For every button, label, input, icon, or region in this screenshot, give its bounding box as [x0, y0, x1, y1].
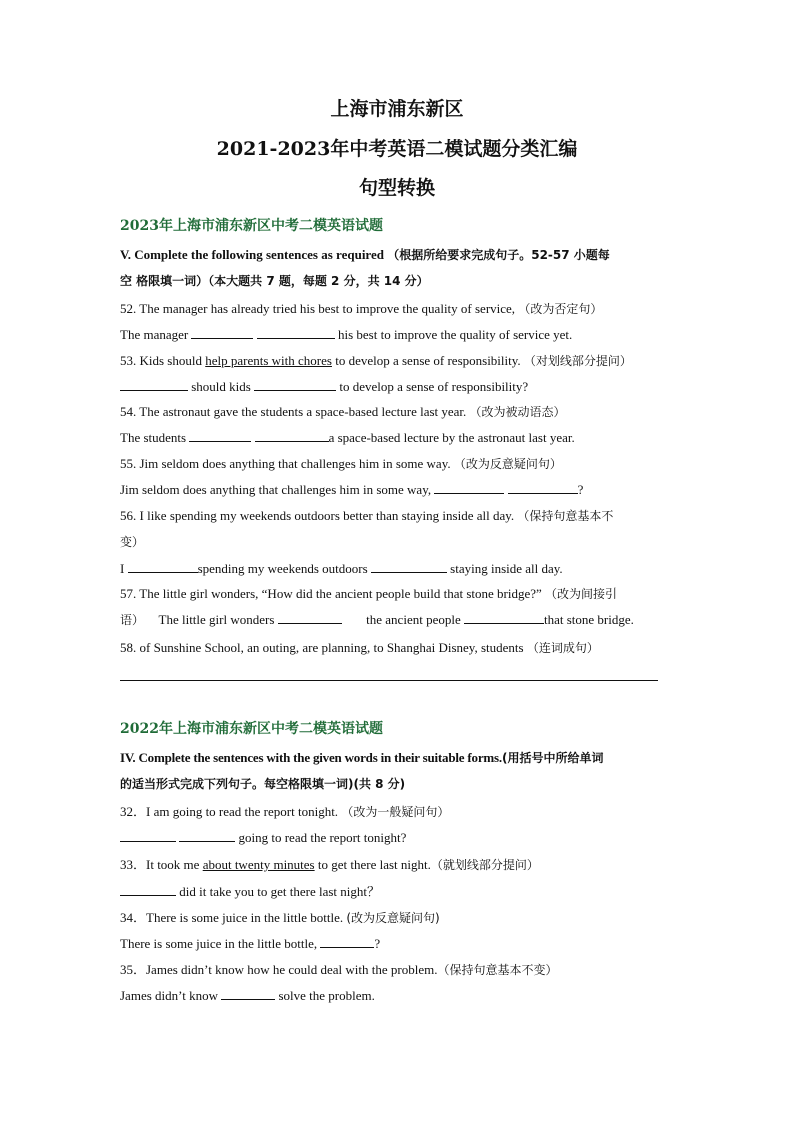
instruction-line-2 — [120, 775, 680, 793]
answer-32 — [120, 829, 680, 847]
requirement: (改为反意疑问句) — [346, 911, 440, 925]
answer-text: spending my weekends outdoors — [197, 561, 368, 576]
requirement: （改为间接引 — [545, 587, 618, 601]
answer-blank[interactable] — [120, 829, 176, 842]
requirement: （连词成句） — [526, 641, 599, 655]
question-text: 54. The astronaut gave the students a space-based lecture last year. — [120, 404, 467, 419]
answer-53 — [120, 378, 680, 396]
requirement: （对划线部分提问） — [523, 354, 632, 368]
answer-text: that stone bridge. — [543, 612, 634, 627]
answer-text: There is some juice in the little bottle, — [120, 936, 318, 951]
underlined-phrase: about twenty minutes — [202, 857, 315, 872]
question-text: 56. I like spending my weekends outdoors better than staying inside all day. — [120, 508, 515, 523]
underlined-phrase: help parents with chores — [205, 353, 332, 368]
answer-blank[interactable] — [320, 935, 374, 948]
answer-text: Jim seldom does anything that challenges him in some way, — [120, 482, 432, 497]
instruction-cn-2: 空 格限填一词）（本大题共 7 题，每题 2 分，共 14 分） — [120, 274, 429, 288]
answer-blank[interactable] — [189, 429, 251, 442]
answer-52 — [120, 326, 680, 344]
question-34 — [120, 909, 680, 927]
question-text: 35．James didn’t know how he could deal with the problem. — [120, 962, 438, 977]
answer-blank[interactable] — [434, 481, 504, 494]
doc-title-main: 2021-2023年中考英语二模试题分类汇编 — [216, 138, 578, 160]
instruction-line — [120, 246, 680, 264]
question-text: to get there last night. — [317, 857, 431, 872]
answer-text: a space-based lecture by the astronaut last year. — [328, 430, 575, 445]
answer-blank[interactable] — [278, 611, 342, 624]
answer-text: his best to improve the quality of service yet. — [337, 327, 573, 342]
instruction-cn-2: 的适当形式完成下列句子。每空格限填一词)(共 8 分) — [120, 777, 406, 791]
instruction-en: V. Complete the following sentences as required — [120, 247, 384, 262]
instruction-line — [120, 749, 680, 767]
answer-text: should kids — [191, 379, 251, 394]
answer-blank[interactable] — [128, 560, 198, 573]
answer-33 — [120, 883, 680, 901]
requirement: （保持句意基本不变） — [437, 963, 558, 977]
question-35 — [120, 961, 680, 979]
instruction-cn: （根据所给要求完成句子。52-57 小题每 — [387, 248, 610, 262]
question-text: 58. of Sunshine School, an outing, are planning, to Shanghai Disney, students — [120, 640, 524, 655]
answer-text: The manager — [120, 327, 189, 342]
answer-blank[interactable] — [120, 883, 176, 896]
answer-text: staying inside all day. — [450, 561, 563, 576]
requirement: （改为反意疑问句） — [453, 457, 562, 471]
answer-blank[interactable] — [371, 560, 447, 573]
answer-blank[interactable] — [221, 987, 275, 1000]
question-58 — [120, 639, 680, 657]
question-56-cont — [120, 533, 680, 551]
answer-line-58[interactable] — [120, 680, 658, 681]
requirement: （保持句意基本不 — [517, 509, 614, 523]
answer-text: the ancient people — [366, 612, 461, 627]
answer-blank[interactable] — [254, 378, 336, 391]
answer-text: to develop a sense of responsibility? — [339, 379, 529, 394]
answer-56 — [120, 560, 680, 578]
answer-blank[interactable] — [464, 611, 544, 624]
question-57 — [120, 585, 680, 603]
answer-54 — [120, 429, 680, 447]
question-53 — [120, 352, 680, 370]
answer-text: The little girl wonders — [158, 612, 275, 627]
question-text: 34．There is some juice in the little bottle. — [120, 910, 344, 925]
answer-55 — [120, 481, 680, 499]
answer-text: ? — [577, 482, 584, 497]
requirement: 语） — [120, 613, 145, 627]
answer-text: The students — [120, 430, 187, 445]
question-33 — [120, 856, 680, 874]
doc-title-topic: 句型转换 — [358, 177, 435, 199]
instruction-cn: (用括号中所给单词 — [501, 751, 604, 765]
section-heading-2023: 2023年上海市浦东新区中考二模英语试题 — [120, 218, 383, 234]
answer-35 — [120, 987, 680, 1005]
answer-blank[interactable] — [191, 326, 253, 339]
answer-text: solve the problem. — [278, 988, 375, 1003]
instruction-en: IV. Complete the sentences with the given words in their suitable forms. — [120, 750, 502, 765]
answer-text: going to read the report tonight? — [238, 830, 407, 845]
answer-text: James didn’t know — [120, 988, 218, 1003]
requirement: （改为一般疑问句） — [341, 805, 450, 819]
doc-title-region: 上海市浦东新区 — [330, 98, 464, 120]
question-text: to develop a sense of responsibility. — [335, 353, 521, 368]
question-56 — [120, 507, 680, 525]
instruction-line-2 — [120, 272, 680, 290]
question-32 — [120, 803, 680, 821]
question-55 — [120, 455, 680, 473]
answer-blank[interactable] — [120, 378, 188, 391]
answer-text: I — [120, 561, 125, 576]
section-heading-2022: 2022年上海市浦东新区中考二模英语试题 — [120, 721, 383, 737]
answer-text: ? — [374, 936, 381, 951]
requirement: （改为被动语态） — [469, 405, 566, 419]
answer-blank[interactable] — [255, 429, 329, 442]
answer-blank[interactable] — [257, 326, 335, 339]
question-text: 57. The little girl wonders, “How did the ancient people build that stone bridge?” — [120, 586, 542, 601]
requirement: （就划线部分提问） — [430, 858, 539, 872]
requirement: 变） — [120, 535, 145, 549]
answer-blank[interactable] — [179, 829, 235, 842]
answer-34 — [120, 935, 680, 953]
requirement: （改为否定句） — [518, 302, 603, 316]
answer-text: did it take you to get there last night？ — [179, 884, 380, 899]
question-54 — [120, 403, 680, 421]
answer-blank[interactable] — [508, 481, 578, 494]
question-text: 53. Kids should — [120, 353, 202, 368]
question-52 — [120, 300, 680, 318]
question-text: 52. The manager has already tried his best to improve the quality of service, — [120, 301, 516, 316]
question-text: 33．It took me — [120, 857, 200, 872]
question-text: 55. Jim seldom does anything that challenges him in some way. — [120, 456, 451, 471]
question-text: 32．I am going to read the report tonight. — [120, 804, 339, 819]
answer-57 — [120, 611, 680, 629]
